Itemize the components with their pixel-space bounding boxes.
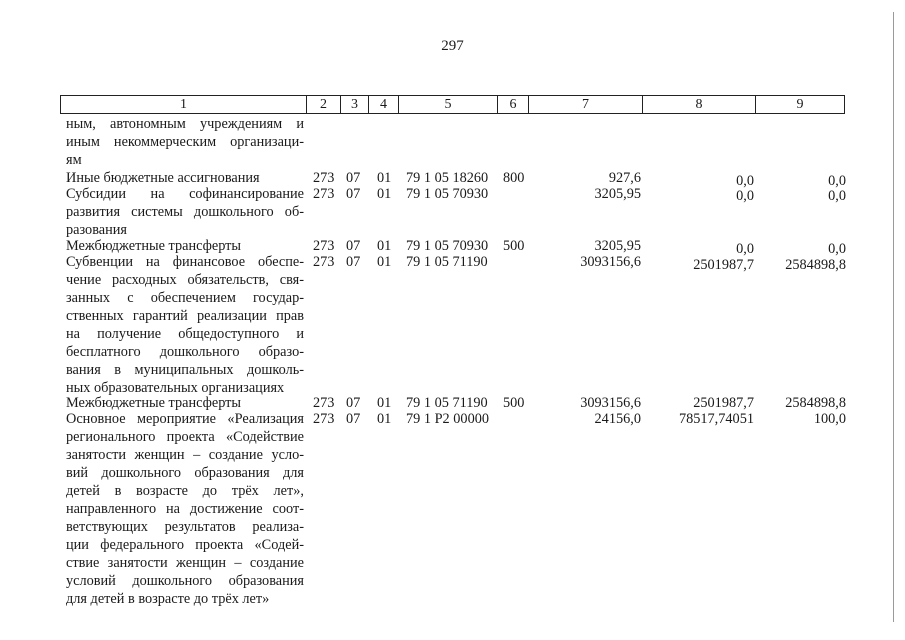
cell-target-article: 79 1 P2 00000 bbox=[406, 411, 490, 427]
cell-section: 07 bbox=[346, 395, 361, 411]
cell-subsection: 01 bbox=[377, 411, 392, 427]
row-description-line: Субвенции на финансовое обеспе- bbox=[66, 254, 304, 270]
table-row bbox=[66, 253, 304, 397]
cell-admin-code: 273 bbox=[313, 411, 335, 427]
cell-admin-code: 273 bbox=[313, 238, 335, 254]
cell-admin-code: 273 bbox=[313, 254, 335, 270]
cell-subsection: 01 bbox=[377, 254, 392, 270]
cell-amount-3: 2584898,8 bbox=[785, 257, 846, 273]
cell-admin-code: 273 bbox=[313, 186, 335, 202]
cell-subsection: 01 bbox=[377, 170, 392, 186]
cell-amount-2: 2501987,7 bbox=[693, 257, 754, 273]
cell-subsection: 01 bbox=[377, 238, 392, 254]
column-header-2: 2 bbox=[306, 95, 341, 114]
cell-section: 07 bbox=[346, 238, 361, 254]
row-description-line: для детей в возрасте до трёх лет» bbox=[66, 591, 270, 607]
row-description-line: Субсидии на софинансирование bbox=[66, 186, 304, 202]
row-description-line: регионального проекта «Содействие bbox=[66, 429, 304, 445]
row-description-line: вий дошкольного образования для bbox=[66, 465, 304, 481]
row-description-line: бесплатного дошкольного образо- bbox=[66, 344, 304, 360]
cell-expense-type: 800 bbox=[503, 170, 525, 186]
column-header-8: 8 bbox=[642, 95, 756, 114]
column-header-9: 9 bbox=[755, 95, 845, 114]
cell-admin-code: 273 bbox=[313, 170, 335, 186]
scan-edge bbox=[893, 12, 894, 622]
row-description-line: Основное мероприятие «Реализация bbox=[66, 411, 304, 427]
cell-amount-2: 0,0 bbox=[736, 188, 754, 204]
cell-amount-3: 100,0 bbox=[813, 411, 846, 427]
row-description-line: ственных гарантий реализации прав bbox=[66, 308, 304, 324]
row-description-line: ветствующих результатов реализа- bbox=[66, 519, 304, 535]
row-description-line: вания в муниципальных дошколь- bbox=[66, 362, 304, 378]
page-number: 297 bbox=[441, 38, 464, 54]
row-description-line: Межбюджетные трансферты bbox=[66, 395, 242, 411]
cell-target-article: 79 1 05 18260 bbox=[406, 170, 489, 186]
cell-section: 07 bbox=[346, 411, 361, 427]
row-description-line: занятости женщин – создание усло- bbox=[66, 447, 304, 463]
cell-amount-2: 0,0 bbox=[736, 173, 754, 189]
row-description-line: разования bbox=[66, 222, 127, 238]
cell-amount-2: 78517,74051 bbox=[678, 411, 754, 427]
cell-amount-2: 2501987,7 bbox=[693, 395, 754, 411]
cell-amount-1: 24156,0 bbox=[594, 411, 641, 427]
row-description-line: на получение общедоступного и bbox=[66, 326, 304, 342]
column-header-7: 7 bbox=[528, 95, 643, 114]
cell-amount-1: 3093156,6 bbox=[580, 254, 641, 270]
cell-subsection: 01 bbox=[377, 395, 392, 411]
row-description-line: Иные бюджетные ассигнования bbox=[66, 170, 260, 186]
row-description-line: ции федерального проекта «Содей- bbox=[66, 537, 304, 553]
column-header-4: 4 bbox=[368, 95, 399, 114]
cell-admin-code: 273 bbox=[313, 395, 335, 411]
row-description-line: Межбюджетные трансферты bbox=[66, 238, 242, 254]
cell-amount-1: 3205,95 bbox=[594, 186, 641, 202]
cell-amount-3: 0,0 bbox=[828, 241, 846, 257]
cell-target-article: 79 1 05 70930 bbox=[406, 186, 489, 202]
cell-amount-3: 2584898,8 bbox=[785, 395, 846, 411]
cell-amount-2: 0,0 bbox=[736, 241, 754, 257]
row-description-line: иным некоммерческим организаци- bbox=[66, 134, 304, 150]
table-row bbox=[66, 410, 304, 608]
row-description-line: развития системы дошкольного об- bbox=[66, 204, 304, 220]
cell-amount-1: 3205,95 bbox=[594, 238, 641, 254]
row-description-line: ствие занятости женщин – создание bbox=[66, 555, 304, 571]
row-description-line: ям bbox=[66, 152, 82, 168]
cell-amount-1: 927,6 bbox=[608, 170, 641, 186]
cell-target-article: 79 1 05 70930 bbox=[406, 238, 489, 254]
row-description-line: детей в возрасте до трёх лет», bbox=[66, 483, 304, 499]
cell-expense-type: 500 bbox=[503, 395, 525, 411]
cell-expense-type: 500 bbox=[503, 238, 525, 254]
cell-section: 07 bbox=[346, 170, 361, 186]
column-header-6: 6 bbox=[497, 95, 529, 114]
cell-section: 07 bbox=[346, 186, 361, 202]
cell-amount-1: 3093156,6 bbox=[580, 395, 641, 411]
table-row bbox=[66, 115, 304, 169]
row-description-line: занных с обеспечением государ- bbox=[66, 290, 304, 306]
row-description-line: условий дошкольного образования bbox=[66, 573, 304, 589]
cell-target-article: 79 1 05 71190 bbox=[406, 254, 488, 270]
row-description-line: ным, автономным учреждениям и bbox=[66, 116, 304, 132]
cell-amount-3: 0,0 bbox=[828, 173, 846, 189]
column-header-1: 1 bbox=[60, 95, 307, 114]
table-row bbox=[66, 185, 304, 239]
row-description-line: чение расходных обязательств, свя- bbox=[66, 272, 304, 288]
column-header-5: 5 bbox=[398, 95, 498, 114]
cell-amount-3: 0,0 bbox=[828, 188, 846, 204]
cell-target-article: 79 1 05 71190 bbox=[406, 395, 488, 411]
column-header-3: 3 bbox=[340, 95, 369, 114]
row-description-line: ных образовательных организациях bbox=[66, 380, 285, 396]
cell-subsection: 01 bbox=[377, 186, 392, 202]
cell-section: 07 bbox=[346, 254, 361, 270]
row-description-line: направленного на достижение соот- bbox=[66, 501, 304, 517]
